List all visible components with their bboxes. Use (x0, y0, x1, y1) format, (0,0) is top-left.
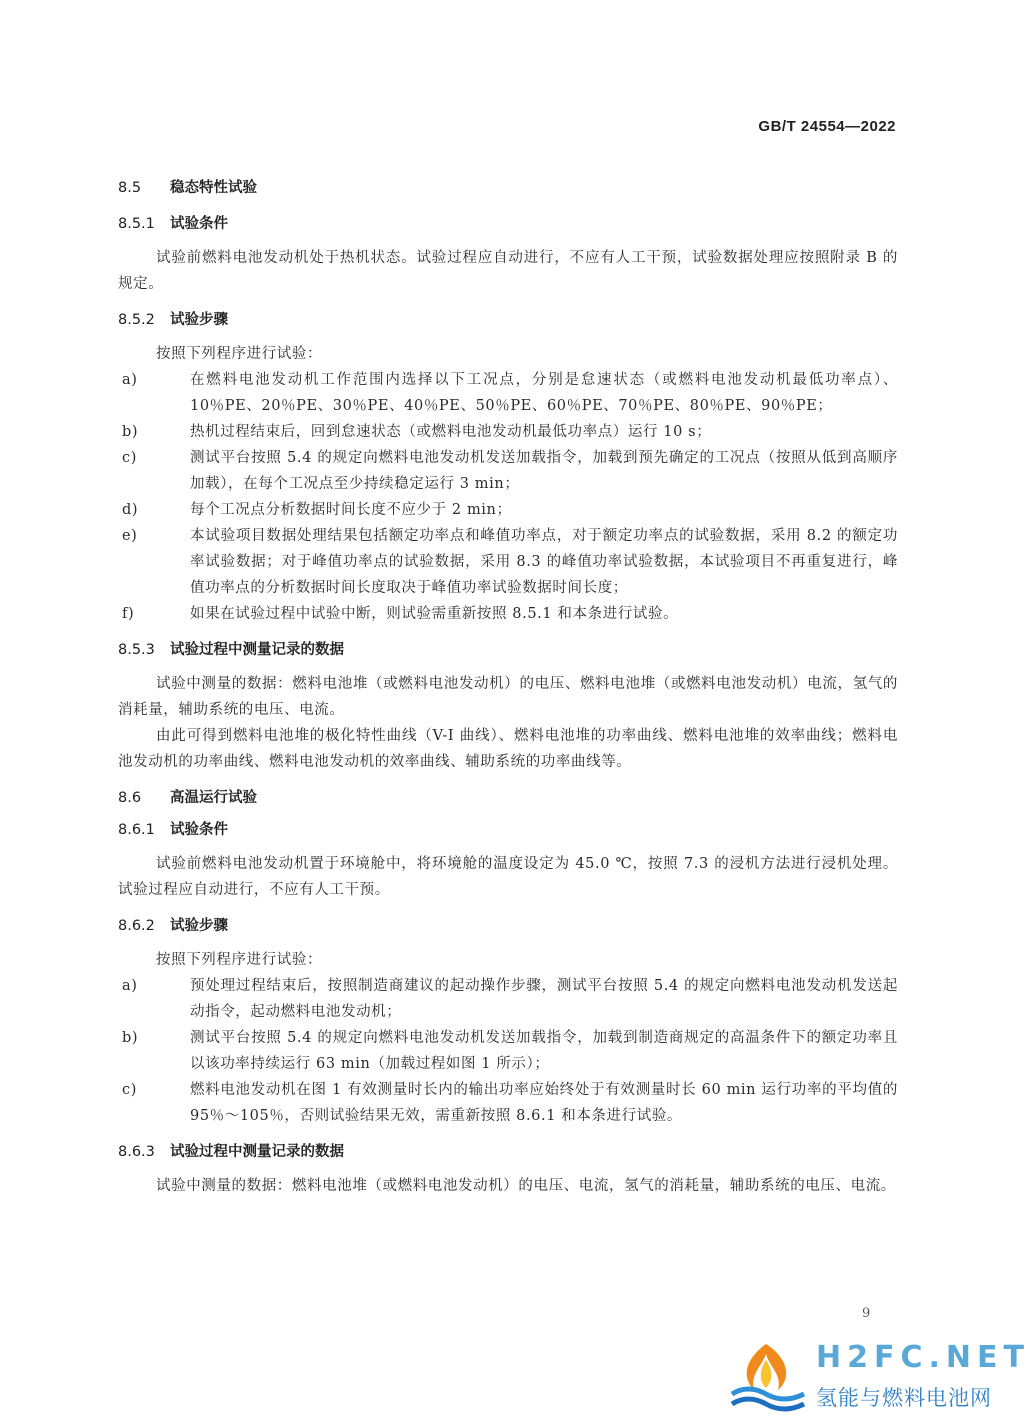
paragraph: 按照下列程序进行试验： (156, 346, 323, 362)
section-title: 试验步骤 (170, 918, 228, 934)
list-marker: b) (122, 424, 139, 440)
section-number: 8.6.1 (118, 822, 155, 838)
paragraph: 由此可得到燃料电池堆的极化特性曲线（V-I 曲线）、燃料电池堆的功率曲线、燃料电池堆的效率曲线；燃料电池发动机的功率曲线、燃料电池发动机的效率曲线、辅助系统的功率曲线等。 (118, 728, 898, 770)
standard-code: GB/T 24554—2022 (758, 118, 896, 135)
heading-8-6 (118, 785, 898, 811)
section-title: 稳态特性试验 (170, 180, 257, 196)
watermark-title: H2FC.NET (816, 1340, 1030, 1375)
section-number: 8.6.2 (118, 918, 155, 934)
list-item (118, 601, 898, 627)
section-number: 8.5.1 (118, 216, 155, 232)
list-item (118, 367, 898, 419)
flame-wave-icon (726, 1338, 810, 1416)
list-marker: d) (122, 502, 139, 518)
list-item (118, 973, 898, 1025)
list-item (118, 1025, 898, 1077)
paragraph: 试验中测量的数据：燃料电池堆（或燃料电池发动机）的电压、电流，氢气的消耗量，辅助系统的电压、电流。 (156, 1178, 896, 1194)
section-title: 试验条件 (170, 216, 228, 232)
section-title: 试验过程中测量记录的数据 (170, 1144, 344, 1160)
list-marker: e) (122, 528, 138, 544)
paragraph: 试验前燃料电池发动机置于环境舱中，将环境舱的温度设定为 45.0 ℃，按照 7.3 的浸机方法进行浸机处理。试验过程应自动进行，不应有人工干预。 (118, 856, 898, 898)
list-marker: f) (122, 606, 135, 622)
list-item (118, 497, 898, 523)
list-marker: c) (122, 1082, 137, 1098)
paragraph: 试验中测量的数据：燃料电池堆（或燃料电池发动机）的电压、燃料电池堆（或燃料电池发动机）电流，氢气的消耗量，辅助系统的电压、电流。 (118, 676, 898, 718)
list-text: 热机过程结束后，回到怠速状态（或燃料电池发动机最低功率点）运行 10 s； (190, 424, 712, 440)
list-item (118, 445, 898, 497)
heading-8-6-1 (118, 817, 898, 843)
paragraph: 按照下列程序进行试验： (156, 952, 323, 968)
section-title: 试验条件 (170, 822, 228, 838)
list-text: 如果在试验过程中试验中断，则试验需重新按照 8.5.1 和本条进行试验。 (190, 606, 679, 622)
list-item (118, 1077, 898, 1129)
watermark-subtitle: 氢能与燃料电池网 (816, 1386, 992, 1410)
list-marker: a) (122, 978, 138, 994)
heading-8-5-2 (118, 307, 898, 333)
list-text: 测试平台按照 5.4 的规定向燃料电池发动机发送加载指令，加载到制造商规定的高温条件下的额定功率且以该功率持续运行 63 min（加载过程如图 1 所示）； (190, 1030, 898, 1072)
list-text: 燃料电池发动机在图 1 有效测量时长内的输出功率应始终处于有效测量时长 60 min 运行功率的平均值的 95％～105％，否则试验结果无效，需重新按照 8.6.1 和本条进行试验。 (190, 1082, 898, 1124)
list-marker: b) (122, 1030, 139, 1046)
heading-8-5-3 (118, 637, 898, 663)
list-item (118, 523, 898, 601)
document-body (118, 175, 898, 1199)
heading-8-6-2 (118, 913, 898, 939)
section-number: 8.6 (118, 790, 142, 806)
list-marker: a) (122, 372, 138, 388)
section-number: 8.6.3 (118, 1144, 155, 1160)
section-number: 8.5.3 (118, 642, 155, 658)
section-number: 8.5 (118, 180, 142, 196)
list-item (118, 419, 898, 445)
list-text: 在燃料电池发动机工作范围内选择以下工况点，分别是怠速状态（或燃料电池发动机最低功率点）、10％PE、20％PE、30％PE、40％PE、50％PE、60％PE、70％PE、80％PE、90％PE； (190, 372, 898, 414)
heading-8-5-1 (118, 211, 898, 237)
list-marker: c) (122, 450, 137, 466)
section-number: 8.5.2 (118, 312, 155, 328)
list-text: 预处理过程结束后，按照制造商建议的起动操作步骤，测试平台按照 5.4 的规定向燃料电池发动机发送起动指令，起动燃料电池发动机； (190, 978, 898, 1020)
list-text: 本试验项目数据处理结果包括额定功率点和峰值功率点，对于额定功率点的试验数据，采用 8.2 的额定功率试验数据；对于峰值功率点的试验数据，采用 8.3 的峰值功率试验数据，本试验项目不再重复进行，峰值功率点的分析数据时间长度取决于峰值功率试验数据时间长度； (190, 528, 898, 596)
section-title: 试验步骤 (170, 312, 228, 328)
section-title: 高温运行试验 (170, 790, 257, 806)
paragraph: 试验前燃料电池发动机处于热机状态。试验过程应自动进行，不应有人工干预，试验数据处理应按照附录 B 的规定。 (118, 250, 898, 292)
heading-8-6-3 (118, 1139, 898, 1165)
page-number: 9 (862, 1306, 871, 1321)
list-text: 每个工况点分析数据时间长度不应少于 2 min； (190, 502, 512, 518)
section-title: 试验过程中测量记录的数据 (170, 642, 344, 658)
list-text: 测试平台按照 5.4 的规定向燃料电池发动机发送加载指令，加载到预先确定的工况点（按照从低到高顺序加载），在每个工况点至少持续稳定运行 3 min； (190, 450, 898, 492)
heading-8-5 (118, 175, 898, 201)
watermark-logo (726, 1338, 1030, 1416)
